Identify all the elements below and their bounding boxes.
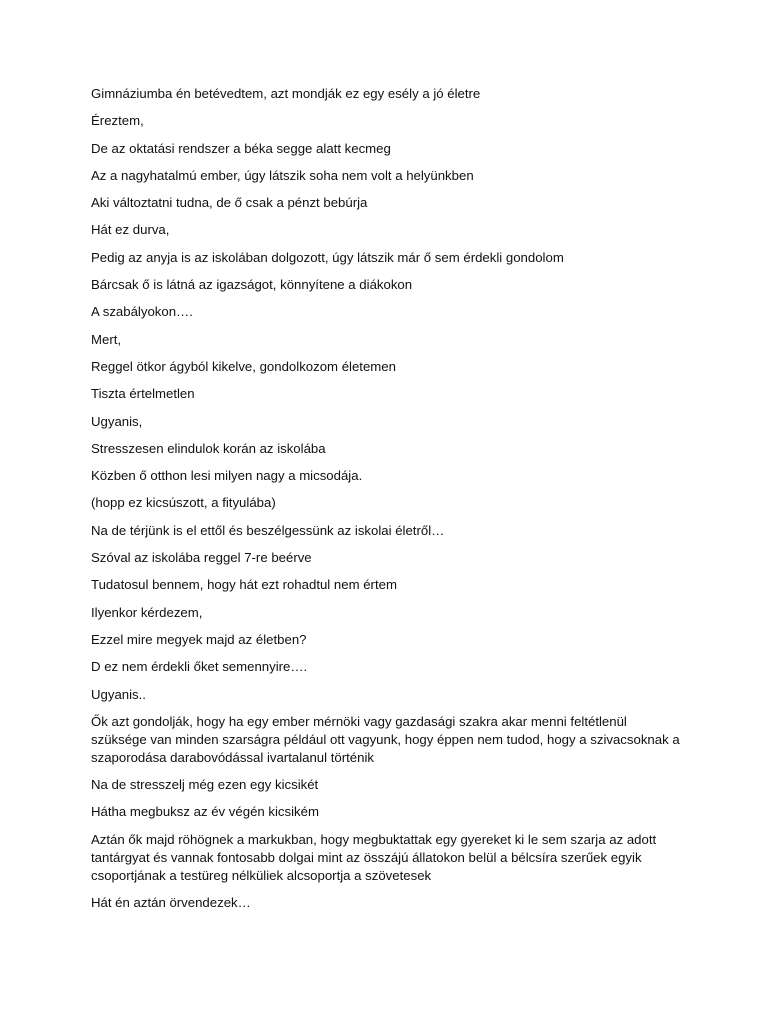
document-body [91,85,681,921]
paragraph-13: Ugyanis, [91,413,143,429]
paragraph-23: Ugyanis.. [91,686,146,702]
paragraph-9: A szabályokon…. [91,304,193,320]
paragraph-28: Hát én aztán örvendezek… [91,895,251,911]
paragraph-10: Mert, [91,331,122,347]
paragraph-16: (hopp ez kicsúszott, a fityulába) [91,495,276,511]
paragraph-1: Gimnáziumba én betévedtem, azt mondják ez egy esély a jó életre [91,86,481,101]
paragraph-22: D ez nem érdekli őket semennyire…. [91,659,308,675]
paragraph-15: Közben ő otthon lesi milyen nagy a micsodája. [91,468,363,484]
paragraph-3: De az oktatási rendszer a béka segge alatt kecmeg [91,140,391,156]
paragraph-12: Tiszta értelmetlen [91,386,195,402]
paragraph-8: Bárcsak ő is látná az igazságot, könnyítene a diákokon [91,277,413,293]
paragraph-5: Aki változtatni tudna, de ő csak a pénzt bebúrja [91,195,368,211]
paragraph-26: Hátha megbuksz az év végén kicsikém [91,804,319,820]
paragraph-7: Pedig az anyja is az iskolában dolgozott, úgy látszik már ő sem érdekli gondolom [91,249,564,265]
paragraph-14: Stresszesen elindulok korán az iskolába [91,440,326,456]
paragraph-20: Ilyenkor kérdezem, [91,604,203,620]
paragraph-24: Ők azt gondolják, hogy ha egy ember mérnöki vagy gazdasági szakra akar menni feltétlenül szüksége van minden szarságra például ott vagyunk, hogy éppen nem tudod, hogy a szivacsoknak a szaporodása darabovódással ivartalanul történik [91,713,680,765]
paragraph-27: Aztán ők majd röhögnek a markukban, hogy megbuktattak egy gyereket ki le sem szarja az adott tantárgyat és vannak fontosabb dolgai mint az összájú állatokon belül a bélcsíra szerűek egyik csoportjának a testüreg nélküliek alcsoportja a szövetesek [91,831,657,883]
paragraph-11: Reggel ötkor ágyból kikelve, gondolkozom életemen [91,358,396,374]
paragraph-6: Hát ez durva, [91,222,170,238]
paragraph-2: Éreztem, [91,113,144,129]
paragraph-17: Na de térjünk is el ettől és beszélgessünk az iskolai életről… [91,522,445,538]
paragraph-25: Na de stresszelj még ezen egy kicsikét [91,777,319,793]
paragraph-18: Szóval az iskolába reggel 7-re beérve [91,550,312,566]
paragraph-4: Az a nagyhatalmú ember, úgy látszik soha nem volt a helyünkben [91,167,474,183]
paragraph-21: Ezzel mire megyek majd az életben? [91,631,307,647]
paragraph-19: Tudatosul bennem, hogy hát ezt rohadtul nem értem [91,577,397,593]
